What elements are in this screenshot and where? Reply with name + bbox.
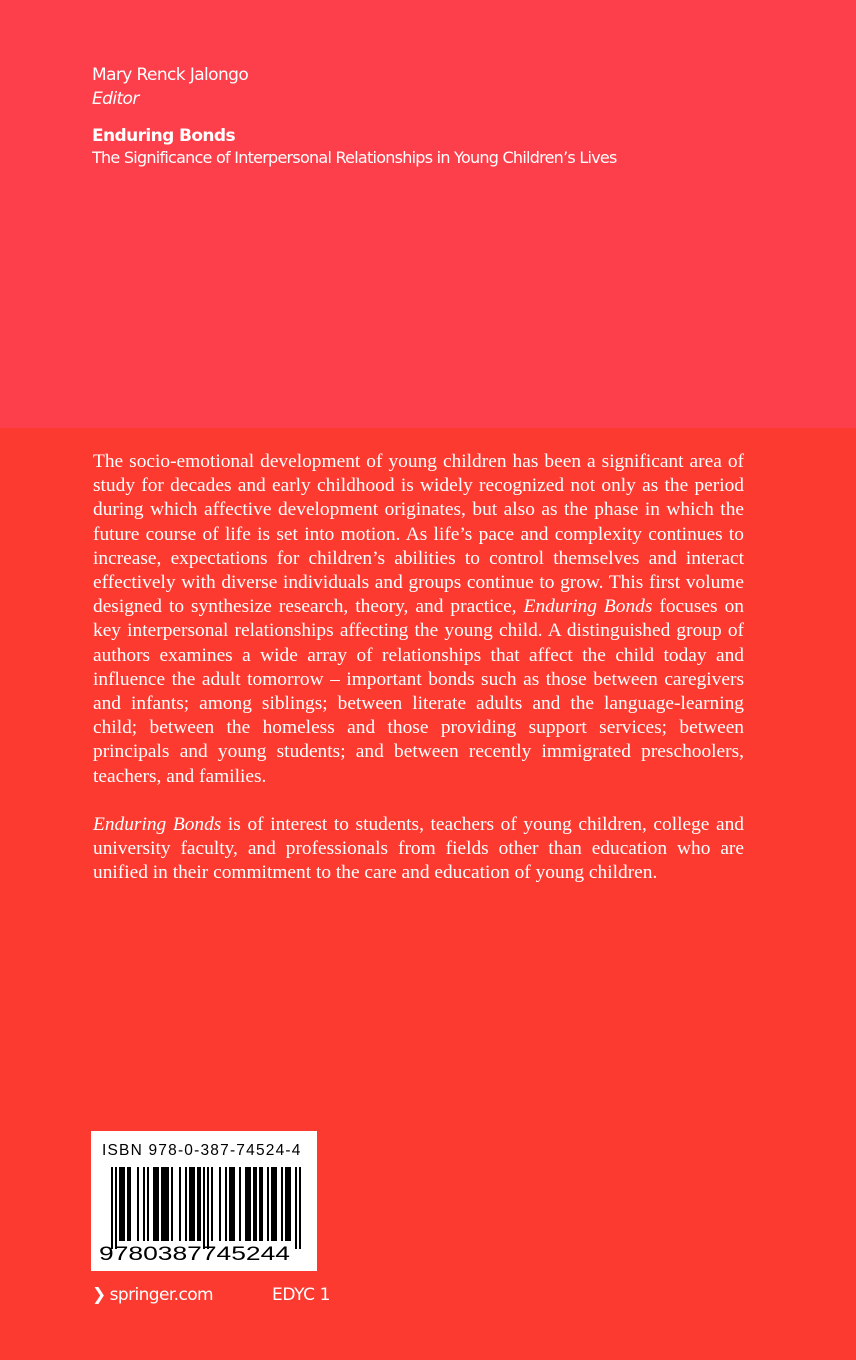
- barcode-bar: [119, 1167, 125, 1241]
- blurb-paragraph-2: [93, 813, 744, 886]
- barcode-bar: [185, 1167, 187, 1241]
- barcode-bar: [229, 1167, 235, 1241]
- series-code: EDYC 1: [272, 1285, 331, 1305]
- barcode-guard-bar: [111, 1167, 113, 1249]
- barcode-bar: [147, 1167, 149, 1241]
- blurb-text: focuses on key interpersonal relationships affecting the young child. A distinguished group of authors examines a wide array of relationships that affect the child today and influence the adult tomorrow – important bonds such as those between caregivers and infants; among siblings; between literate adults and the language-learning child; between the homeless and those providing support services; between principals and young students; and between recently immigrated preschoolers, teachers, and families.: [93, 596, 744, 787]
- barcode-bar: [137, 1167, 139, 1241]
- barcode-guard-bar: [295, 1167, 297, 1249]
- barcode-bar: [171, 1167, 173, 1241]
- barcode-bar: [281, 1167, 283, 1241]
- barcode-bar: [271, 1167, 277, 1241]
- barcode-bar: [219, 1167, 221, 1241]
- barcode-bar: [153, 1167, 159, 1241]
- barcode-digits: 9780387745244: [99, 1244, 291, 1265]
- blurb-book-title: Enduring Bonds: [523, 596, 653, 618]
- barcode-bar: [285, 1167, 291, 1241]
- springer-link[interactable]: [92, 1284, 213, 1306]
- blurb-text: is of interest to students, teachers of young children, college and university faculty, and professionals from fields other than education who are unified in their commitment to the care and education of young children.: [93, 813, 744, 884]
- barcode-bar: [245, 1167, 251, 1241]
- barcode-bar: [161, 1167, 169, 1241]
- barcode-bar: [253, 1167, 257, 1241]
- barcode-bar: [189, 1167, 195, 1241]
- back-cover-blurb: [93, 450, 744, 885]
- barcode-bar: [179, 1167, 181, 1241]
- barcode-bar: [267, 1167, 269, 1241]
- isbn-label: ISBN 978-0-387-74524-4: [102, 1142, 302, 1159]
- barcode-guard-bar: [203, 1167, 205, 1249]
- barcode-bar: [259, 1167, 263, 1241]
- author-role: Editor: [92, 89, 139, 109]
- barcode-bar: [239, 1167, 241, 1241]
- blurb-book-title: Enduring Bonds: [93, 813, 222, 835]
- barcode-bar: [197, 1167, 201, 1241]
- barcode-bar: [143, 1167, 145, 1241]
- barcode-bar: [225, 1167, 227, 1241]
- barcode-guard-bar: [299, 1167, 301, 1249]
- author-name: Mary Renck Jalongo: [92, 65, 249, 85]
- book-subtitle: The Significance of Interpersonal Relationships in Young Children’s Lives: [92, 148, 617, 167]
- isbn-barcode: [91, 1131, 317, 1271]
- barcode-bar: [211, 1167, 213, 1241]
- barcode-guard-bar: [207, 1167, 209, 1249]
- barcode-guard-bar: [115, 1167, 117, 1249]
- springer-website: springer.com: [109, 1285, 213, 1305]
- barcode-bar: [127, 1167, 131, 1241]
- barcode-graphic: [91, 1131, 317, 1271]
- book-title: Enduring Bonds: [92, 126, 236, 146]
- blurb-text: The socio-emotional development of young children has been a significant area of study for decades and early childhood is widely recognized not only as the period during which affective development originates, but also as the phase in which the future course of life is set into motion. As life’s pace and complexity continues to increase, expectations for children’s abilities to control themselves and interact effectively with diverse individuals and groups continue to grow. This first volume designed to synthesize research, theory, and practice,: [93, 451, 744, 618]
- chevron-right-icon: ❯: [92, 1285, 106, 1305]
- blurb-paragraph-1: [93, 450, 744, 789]
